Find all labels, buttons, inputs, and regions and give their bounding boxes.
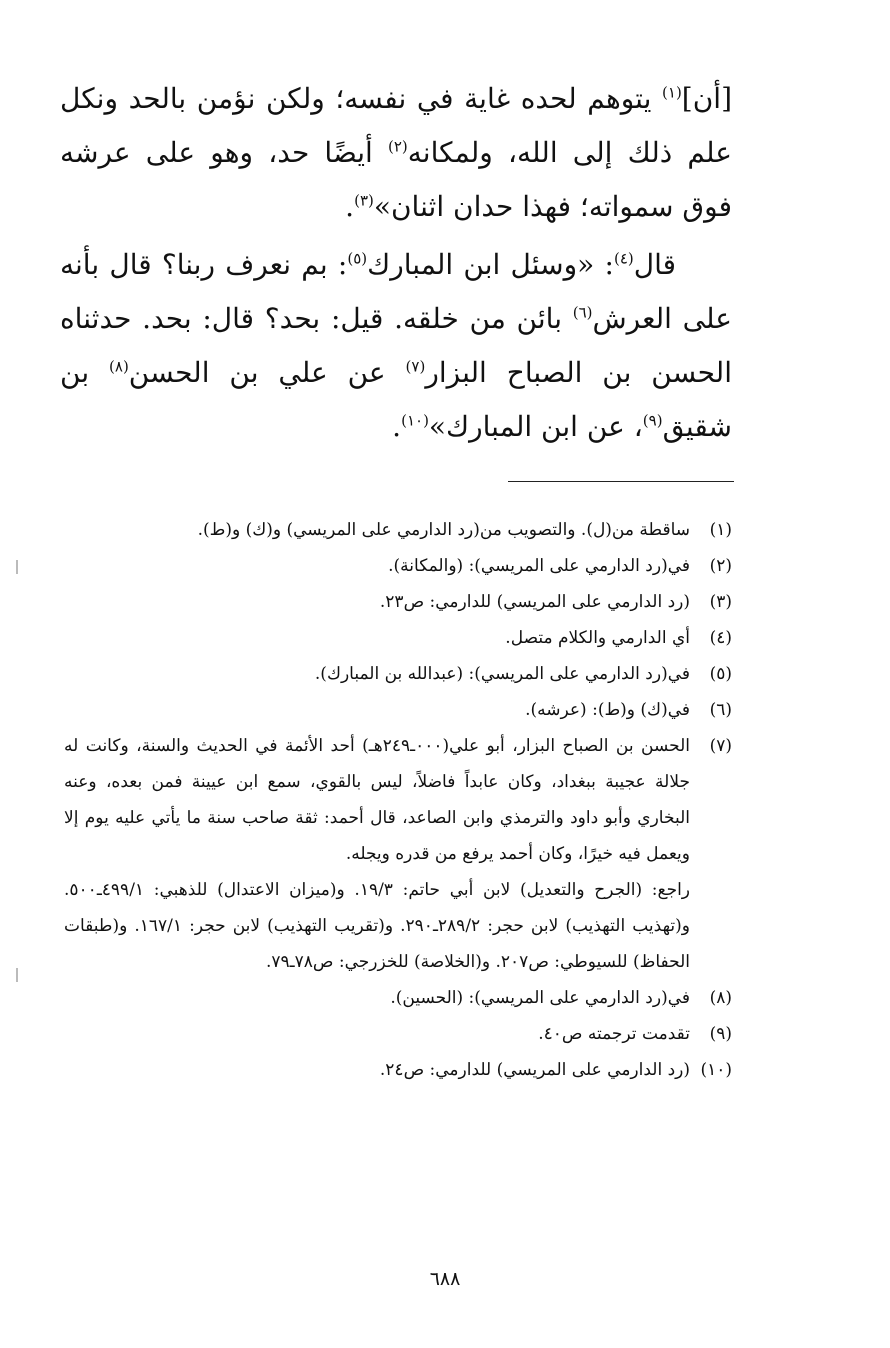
footnote-6 bbox=[64, 692, 732, 728]
footnotes bbox=[64, 512, 732, 1088]
footnote-5 bbox=[64, 656, 732, 692]
footnote-8 bbox=[64, 980, 732, 1016]
footnote-text: في(رد الدارمي على المريسي): (الحسين). bbox=[390, 988, 690, 1008]
footnote-text: أي الدارمي والكلام متصل. bbox=[505, 628, 690, 648]
text-segment: [أن] bbox=[681, 82, 732, 115]
main-text bbox=[60, 72, 732, 454]
footnote-10 bbox=[64, 1052, 732, 1088]
text-segment: أيضًا حد، وهو على عرشه فوق سمواته؛ فهذا حدان اثنان» bbox=[60, 136, 732, 223]
footnote-number: (٥) bbox=[709, 664, 732, 684]
paragraph-1 bbox=[60, 72, 732, 234]
footnote-4 bbox=[64, 620, 732, 656]
footnote-ref-1[interactable]: (١) bbox=[662, 83, 682, 102]
footnote-number: (٤) bbox=[709, 628, 732, 648]
footnote-ref-4[interactable]: (٤) bbox=[613, 249, 634, 268]
footnote-text: ساقطة من(ل). والتصويب من(رد الدارمي على المريسي) و(ك) و(ط). bbox=[197, 520, 690, 540]
scan-mark bbox=[16, 968, 18, 982]
footnote-number: (١) bbox=[709, 520, 732, 540]
text-segment: : بم نعرف ربنا؟ قال بأنه على العرش bbox=[60, 248, 732, 335]
footnote-ref-8[interactable]: (٨) bbox=[109, 357, 129, 376]
footnote-number: (٣) bbox=[709, 592, 732, 612]
footnote-ref-3[interactable]: (٣) bbox=[354, 191, 374, 210]
footnote-separator bbox=[508, 481, 734, 482]
text-segment: ، عن ابن المبارك» bbox=[428, 410, 643, 443]
page-number: ٦٨٨ bbox=[429, 1268, 461, 1290]
footnote-text: في(رد الدارمي على المريسي): (عبدالله بن المبارك). bbox=[314, 664, 690, 684]
footnote-ref-2[interactable]: (٢) bbox=[388, 137, 408, 156]
text-segment: . bbox=[345, 190, 355, 223]
footnote-number: (٩) bbox=[709, 1024, 732, 1044]
footnote-text: الحسن بن الصباح البزار، أبو علي(٠٠٠ـ٢٤٩هـ) أحد الأئمة في الحديث والسنة، وكانت له جلالة عجيبة ببغداد، وكان عابداً فاضلاً، ليس بالقوي، سمع ابن عيينة فمن بعده، وعنه البخاري وأبو داود والترمذي وابن الصاعد، قال أحمد: ثقة صاحب سنة ما يأتي عليه يوم إلا ويعمل فيه خيرًا، وكان أحمد يرفع من قدره ويجله. bbox=[64, 736, 690, 864]
footnote-number: (٢) bbox=[709, 556, 732, 576]
footnote-1 bbox=[64, 512, 732, 548]
footnote-number: (١٠) bbox=[700, 1060, 732, 1080]
footnote-3 bbox=[64, 584, 732, 620]
text-segment: . bbox=[392, 410, 402, 443]
footnote-number: (٦) bbox=[709, 700, 732, 720]
text-segment: : «وسئل ابن المبارك bbox=[367, 248, 614, 281]
paragraph-2 bbox=[60, 238, 732, 454]
footnote-text: في(ك) و(ط): (عرشه). bbox=[525, 700, 690, 720]
footnote-text: (رد الدارمي على المريسي) للدارمي: ص٢٤. bbox=[379, 1060, 690, 1080]
footnote-text: تقدمت ترجمته ص٤٠. bbox=[538, 1024, 690, 1044]
footnote-number: (٨) bbox=[709, 988, 732, 1008]
footnote-7-references: راجع: (الجرح والتعديل) لابن أبي حاتم: ١٩/٣. و(ميزان الاعتدال) للذهبي: ٤٩٩/١ـ٥٠٠. و(تهذيب التهذيب) لابن حجر: ٢٨٩/٢ـ٢٩٠. و(تقريب التهذيب) لابن حجر: ١٦٧/١. و(طبقات الحفاظ) للسيوطي: ص٢٠٧. و(الخلاصة) للخزرجي: ص٧٨ـ٧٩. bbox=[64, 880, 691, 972]
text-segment: عن علي بن الحسن bbox=[128, 356, 406, 389]
footnote-ref-10[interactable]: (١٠) bbox=[401, 411, 429, 430]
footnote-ref-7[interactable]: (٧) bbox=[405, 357, 426, 376]
text-segment: بائن من خلقه. قيل: بحد؟ قال: بحد. حدثناه الحسن بن الصباح البزار bbox=[60, 302, 732, 389]
footnote-text: (رد الدارمي على المريسي) للدارمي: ص٢٣. bbox=[379, 592, 690, 612]
text-segment: يتوهم لحده غاية في نفسه؛ ولكن نؤمن بالحد ونكل علم ذلك إلى الله، ولمكانه bbox=[60, 82, 732, 169]
footnote-ref-5[interactable]: (٥) bbox=[347, 249, 368, 268]
footnote-ref-6[interactable]: (٦) bbox=[572, 303, 593, 322]
text-segment: قال bbox=[633, 248, 677, 281]
footnote-2 bbox=[64, 548, 732, 584]
footnote-9 bbox=[64, 1016, 732, 1052]
footnote-number: (٧) bbox=[709, 736, 732, 756]
scan-mark bbox=[16, 560, 18, 574]
footnote-ref-9[interactable]: (٩) bbox=[642, 411, 663, 430]
footnote-text: في(رد الدارمي على المريسي): (والمكانة). bbox=[388, 556, 690, 576]
text-segment: بن شقيق bbox=[60, 356, 732, 443]
footnote-7 bbox=[64, 728, 732, 872]
